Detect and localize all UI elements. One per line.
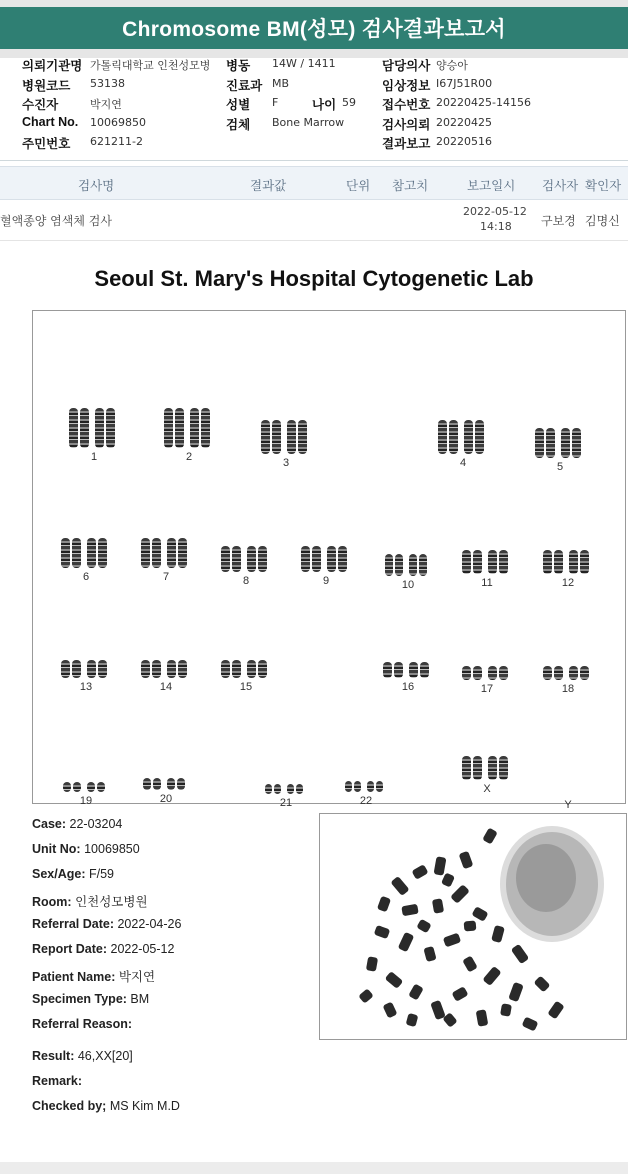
chromatid-bar	[312, 546, 321, 572]
chromatid-bar	[499, 756, 508, 780]
hospital-code-value: 53138	[90, 77, 125, 90]
receipt-label: 접수번호	[382, 98, 431, 112]
chromatid-bar	[462, 756, 471, 780]
chromosome-label: 22	[359, 795, 373, 807]
spread-chromosome	[547, 1001, 564, 1020]
chromatid-bar	[345, 781, 352, 792]
chromosome-label: 11	[481, 577, 493, 589]
chromosome-10	[383, 531, 433, 591]
clinical-value: I67J51R00	[436, 77, 493, 90]
institution-label: 의뢰기관명	[22, 59, 83, 73]
request-value: 20220425	[436, 116, 492, 129]
patient-value: 박지연	[90, 98, 122, 111]
chromatid-bar	[296, 784, 303, 794]
chromatid-bar	[580, 550, 589, 574]
chromatid-bar	[153, 778, 161, 790]
spread-chromosome	[406, 1013, 419, 1027]
chromosome-label: 1	[90, 451, 98, 463]
age-label: 나이	[312, 98, 337, 112]
chromosome-9	[301, 527, 351, 587]
metaphase-spread-drawing	[320, 814, 627, 1040]
karyogram	[32, 310, 626, 811]
patient-name-label: Patient Name:	[32, 970, 116, 984]
chromatid-bar	[301, 546, 310, 572]
col-confirmer: 확인자	[585, 178, 622, 193]
chromatid-bar	[272, 420, 281, 454]
lab-title: Seoul St. Mary's Hospital Cytogenetic Lab	[94, 266, 534, 291]
report-title: Chromosome BM(성모) 검사결과보고서	[0, 7, 628, 49]
chromosome-8	[221, 527, 271, 587]
result-label: Result:	[32, 1049, 75, 1063]
specimen-label: 검체	[226, 118, 251, 132]
clinical-label: 임상정보	[382, 79, 431, 93]
chromosome-label: 16	[401, 681, 415, 693]
chromosome-19	[61, 747, 111, 807]
spread-chromosome	[385, 971, 404, 989]
col-unit: 단위	[346, 178, 371, 193]
chromatid-bar	[141, 660, 150, 678]
specimen-type-value: BM	[130, 992, 150, 1006]
chromatid-bar	[261, 420, 270, 454]
chromosome-4	[438, 409, 488, 469]
chromatid-bar	[488, 666, 497, 680]
chromatid-bar	[409, 662, 418, 678]
chromatid-bar	[383, 662, 392, 678]
chromatid-bar	[247, 546, 256, 572]
chromatid-bar	[561, 428, 570, 458]
sex-label: 성별	[226, 98, 251, 112]
spread-chromosome	[522, 1017, 539, 1032]
chart-label: Chart No.	[22, 115, 79, 129]
chromatid-bar	[97, 782, 105, 792]
chromosome-label: 15	[239, 681, 253, 693]
chromosome-5	[535, 413, 585, 473]
chromatid-bar	[569, 550, 578, 574]
spread-chromosome	[500, 1003, 512, 1017]
chromatid-bar	[438, 420, 447, 454]
chromatid-bar	[385, 554, 393, 576]
chromatid-bar	[488, 756, 497, 780]
spread-chromosome	[464, 920, 477, 931]
chromosome-label: 21	[279, 797, 293, 809]
chromosome-16	[383, 633, 433, 693]
chromosome-label: 20	[159, 793, 173, 805]
chromatid-bar	[274, 784, 281, 794]
receipt-value: 20220425-14156	[436, 96, 531, 109]
chromatid-bar	[462, 550, 471, 574]
chromatid-bar	[367, 781, 374, 792]
chromosome-label: 8	[242, 575, 250, 587]
chromatid-bar	[473, 550, 482, 574]
spread-chromosome	[423, 946, 436, 962]
spread-chromosome	[408, 983, 424, 1000]
chromatid-bar	[247, 660, 256, 678]
room-label: Room:	[32, 895, 72, 909]
interphase-nucleus	[500, 826, 604, 942]
chromosome-17	[462, 635, 512, 695]
metaphase-spread-image	[319, 813, 627, 1040]
chromosome-label: 3	[282, 457, 290, 469]
report-date-label: Report Date:	[32, 942, 108, 956]
spread-chromosome	[377, 896, 391, 913]
chromatid-bar	[473, 756, 482, 780]
unit-value: 10069850	[84, 842, 140, 856]
spread-chromosome	[511, 944, 530, 964]
chromatid-bar	[141, 538, 150, 568]
chromatid-bar	[327, 546, 336, 572]
ward-value: 14W / 1411	[272, 57, 336, 70]
chromosome-3	[261, 409, 311, 469]
chromatid-bar	[475, 420, 484, 454]
spread-chromosome	[451, 986, 468, 1002]
chromosome-label: 10	[401, 579, 415, 591]
chromatid-bar	[87, 782, 95, 792]
chromatid-bar	[201, 408, 210, 448]
section-divider	[0, 160, 628, 161]
referral-date-label: Referral Date:	[32, 917, 114, 931]
spread-chromosome	[374, 925, 391, 939]
chromosome-label: 5	[556, 461, 564, 473]
table-row[interactable]	[0, 201, 628, 241]
chromosome-label: X	[483, 783, 491, 795]
chromosome-x	[462, 735, 512, 795]
spread-chromosome	[508, 982, 524, 1002]
chromosome-12	[543, 529, 593, 589]
case-label: Case:	[32, 817, 67, 831]
chromatid-bar	[543, 666, 552, 680]
chromatid-bar	[232, 546, 241, 572]
chromatid-bar	[95, 408, 104, 448]
chromosome-label: 2	[185, 451, 193, 463]
chromosome-label: 4	[459, 457, 467, 469]
patient-name-value: 박지연	[118, 970, 156, 984]
chromatid-bar	[178, 660, 187, 678]
institution-value: 가톨릭대학교 인천성모병	[90, 59, 211, 72]
chromosome-label: 18	[561, 683, 575, 695]
chromatid-bar	[178, 538, 187, 568]
chromatid-bar	[87, 538, 96, 568]
unit-label: Unit No:	[32, 842, 81, 856]
chromosome-label: 12	[561, 577, 575, 589]
id-value: 621211-2	[90, 135, 143, 148]
chromatid-bar	[152, 660, 161, 678]
chromatid-bar	[298, 420, 307, 454]
chromatid-bar	[499, 550, 508, 574]
chromosome-15	[221, 633, 271, 693]
ward-label: 병동	[226, 59, 251, 73]
report-value: 20220516	[436, 135, 492, 148]
chromosome-13	[61, 633, 111, 693]
chromatid-bar	[69, 408, 78, 448]
chromatid-bar	[554, 666, 563, 680]
row-confirmer: 김명신	[585, 214, 620, 228]
dept-label: 진료과	[226, 79, 263, 93]
row-report-date: 2022-05-12	[463, 205, 527, 218]
spread-chromosome	[482, 827, 498, 844]
col-test-name: 검사명	[78, 178, 115, 193]
chromatid-bar	[499, 666, 508, 680]
chromatid-bar	[98, 660, 107, 678]
referral-reason-label: Referral Reason:	[32, 1017, 133, 1031]
specimen-value: Bone Marrow	[272, 116, 345, 129]
spread-chromosome	[441, 872, 455, 887]
doctor-value: 양승아	[436, 59, 468, 72]
chromosome-20	[141, 745, 191, 805]
chromosome-1	[69, 403, 119, 463]
spread-chromosome	[443, 933, 461, 948]
spread-chromosome	[459, 851, 474, 869]
id-label: 주민번호	[22, 137, 71, 151]
chromosome-14	[141, 633, 191, 693]
remark-label: Remark:	[32, 1074, 83, 1088]
chromosome-11	[462, 529, 512, 589]
chromatid-bar	[543, 550, 552, 574]
chromosome-label: 17	[480, 683, 494, 695]
spread-chromosome	[411, 864, 428, 880]
chromatid-bar	[420, 662, 429, 678]
chromatid-bar	[376, 781, 383, 792]
spread-chromosome	[416, 919, 431, 934]
chromatid-bar	[258, 660, 267, 678]
patient-label: 수진자	[22, 98, 59, 112]
chromatid-bar	[190, 408, 199, 448]
checked-value: MS Kim M.D	[109, 1099, 180, 1113]
chromosome-label: 19	[79, 795, 93, 807]
chromosome-21	[261, 749, 311, 809]
chromosome-7	[141, 523, 191, 583]
chromosome-label: 14	[159, 681, 173, 693]
chromatid-bar	[569, 666, 578, 680]
doctor-label: 담당의사	[382, 59, 431, 73]
spread-chromosome	[390, 876, 409, 896]
report-label: 결과보고	[382, 137, 431, 151]
referral-date-value: 2022-04-26	[117, 917, 182, 931]
sexage-value: F/59	[88, 867, 114, 881]
spread-chromosome	[358, 988, 374, 1003]
chromatid-bar	[488, 550, 497, 574]
chromatid-bar	[72, 538, 81, 568]
spread-chromosome	[398, 932, 415, 953]
spread-chromosome	[434, 856, 447, 875]
col-tester: 검사자	[542, 178, 579, 193]
chromatid-bar	[221, 546, 230, 572]
chromosome-6	[61, 523, 111, 583]
chromatid-bar	[464, 420, 473, 454]
chromosome-22	[341, 747, 391, 807]
chromatid-bar	[449, 420, 458, 454]
chromatid-bar	[395, 554, 403, 576]
sex-value: F	[272, 96, 279, 109]
chromatid-bar	[143, 778, 151, 790]
hospital-code-label: 병원코드	[22, 79, 71, 93]
report-date-value: 2022-05-12	[110, 942, 175, 956]
page-footer	[0, 1162, 628, 1174]
chromatid-bar	[409, 554, 417, 576]
chromatid-bar	[87, 660, 96, 678]
spread-chromosome	[383, 1002, 398, 1019]
chromatid-bar	[106, 408, 115, 448]
chromatid-bar	[265, 784, 272, 794]
chromosome-18	[543, 635, 593, 695]
spread-chromosome	[401, 904, 418, 917]
chromatid-bar	[572, 428, 581, 458]
chromatid-bar	[177, 778, 185, 790]
room-value: 인천성모병원	[75, 895, 148, 909]
chromatid-bar	[287, 420, 296, 454]
spread-chromosome	[534, 976, 551, 993]
chromatid-bar	[258, 546, 267, 572]
sexage-label: Sex/Age:	[32, 867, 86, 881]
row-test-name: 혈액종양 염색체 검사	[0, 214, 112, 228]
chromosome-2	[164, 403, 214, 463]
chromatid-bar	[80, 408, 89, 448]
chromatid-bar	[221, 660, 230, 678]
dept-value: MB	[272, 77, 290, 90]
chromosome-label: 13	[79, 681, 93, 693]
chromatid-bar	[394, 662, 403, 678]
col-result: 결과값	[250, 178, 287, 193]
specimen-type-label: Specimen Type:	[32, 992, 127, 1006]
spread-chromosome	[491, 925, 505, 943]
chromatid-bar	[287, 784, 294, 794]
chromatid-bar	[419, 554, 427, 576]
row-report-time: 14:18	[480, 220, 512, 233]
chromatid-bar	[63, 782, 71, 792]
spread-chromosome	[430, 1000, 446, 1020]
spread-chromosome	[450, 884, 470, 904]
chromatid-bar	[535, 428, 544, 458]
chromatid-bar	[152, 538, 161, 568]
request-label: 검사의뢰	[382, 118, 431, 132]
spread-chromosome	[476, 1009, 489, 1026]
chromatid-bar	[167, 778, 175, 790]
chromatid-bar	[546, 428, 555, 458]
chromatid-bar	[338, 546, 347, 572]
chromatid-bar	[167, 660, 176, 678]
spread-chromosome	[471, 906, 488, 922]
col-reference: 참고치	[392, 178, 429, 193]
checked-label: Checked by;	[32, 1099, 107, 1113]
chromatid-bar	[73, 782, 81, 792]
result-table-header	[0, 166, 628, 200]
chromatid-bar	[61, 660, 70, 678]
chromosome-label: 9	[322, 575, 330, 587]
result-value: 46,XX[20]	[77, 1049, 133, 1063]
chromatid-bar	[232, 660, 241, 678]
chromosome-label: Y	[564, 799, 572, 811]
row-tester: 구보경	[541, 214, 576, 228]
spread-chromosome	[482, 966, 501, 986]
chromatid-bar	[462, 666, 471, 680]
chromatid-bar	[354, 781, 361, 792]
spread-chromosome	[366, 956, 378, 972]
chromatid-bar	[72, 660, 81, 678]
spread-chromosome	[462, 955, 478, 972]
patient-info	[0, 54, 628, 154]
case-value: 22-03204	[69, 817, 123, 831]
spread-chromosome	[432, 898, 444, 914]
age-value: 59	[342, 96, 356, 109]
chromatid-bar	[167, 538, 176, 568]
chromatid-bar	[580, 666, 589, 680]
chromatid-bar	[554, 550, 563, 574]
chromosome-label: 6	[82, 571, 90, 583]
chart-value: 10069850	[90, 116, 146, 129]
chromatid-bar	[98, 538, 107, 568]
chromatid-bar	[61, 538, 70, 568]
chromatid-bar	[473, 666, 482, 680]
title-bar	[0, 0, 628, 58]
chromosome-y	[543, 751, 593, 811]
col-report-date: 보고일시	[467, 178, 516, 193]
chromosome-label: 7	[162, 571, 170, 583]
chromatid-bar	[164, 408, 173, 448]
chromatid-bar	[175, 408, 184, 448]
